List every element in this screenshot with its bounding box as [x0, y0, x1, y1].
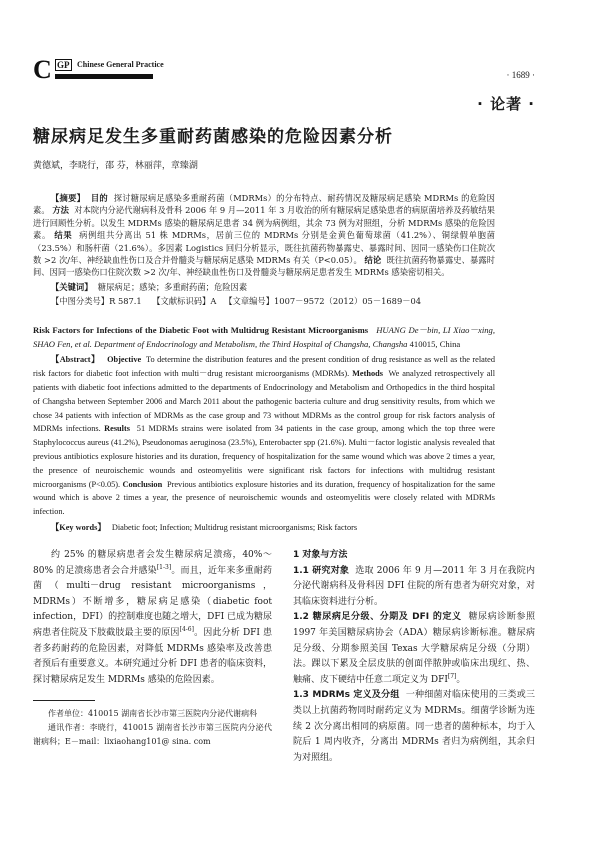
subsection-text: 糖尿病诊断参照 1997 年美国糖尿病协会（ADA）糖尿病诊断标准。糖尿病足分级、分期参照美国 Texas 大学糖尿病足分级（分期）法。踝以下累及全层皮肤的创面伴脓肿或临床出现红、热、触痛、皮下硬结中任意二项定义为 DFI: [293, 612, 535, 685]
article-title: 糖尿病足发生多重耐药菌感染的危险因素分析: [33, 127, 393, 147]
journal-logo: [33, 55, 164, 84]
conclusion-text: 既往抗菌药物暴露史、暴露时间、因同一感染伤口住院次数 >2 次/年、神经缺血性伤口及骨髓炎与糖尿病足患者发生 MDRMs 感染密切相关。: [33, 255, 495, 278]
keywords-label: 【关键词】: [51, 281, 93, 292]
en-methods-text: We analyzed retrospectively all patients with diabetic foot infections admitted to the departments of Endocrinology and Metabolism and Orthopedics in the third hospital of Changsha between September 2006 and March 2011 about the pathogenic bacteria culture and drug sensitivity results, from which we chose 34 patients with infection of MDRMs as the case group and 73 without MDRMs as the control group for risk factors analysis of MDRMs infections.: [33, 369, 496, 434]
en-results-label: Results: [104, 424, 130, 434]
section-heading: 1 对象与方法: [293, 550, 348, 560]
objective-text: 探讨糖尿病足感染多重耐药菌（MDRMs）的分布特点、耐药情况及糖尿病足感染 MDRMs 的危险因素。: [33, 193, 495, 216]
punctuation: 。: [456, 674, 466, 685]
english-title-block: [33, 324, 495, 352]
english-title: Risk Factors for Infections of the Diabetic Foot with Multidrug Resistant Microorganisms: [33, 324, 369, 335]
methods-label: 方法: [52, 205, 69, 216]
en-abstract-label: 【Abstract】: [51, 355, 100, 365]
en-keywords-label: 【Key words】: [51, 523, 106, 532]
english-authors: HUANG De－bin, LI Xiao－xing, SHAO Fen, et al. Department of Endocrinology and Metabolism, the Third Hospital of Changsha, Changsha: [33, 324, 495, 349]
corresponding-author: 通讯作者：李晓行，410015 湖南省长沙市第三医院内分泌代谢病科；E－mail：lixiaohang101@ sina. com: [33, 723, 272, 747]
authors: 黄德斌，李晓行，邵 芬，林丽萍，章臻湖: [33, 161, 198, 171]
intro-text-2: 。而且，近年来多重耐药菌（multi－drug resistant microorganisms，MDRMs）不断增多，糖尿病足感染（diabetic foot infection，DFI）的控制难度也随之增大，DFI 已成为糖尿病患者住院及下肢截肢最主要的原因: [33, 565, 272, 638]
page-number: · 1689 ·: [506, 70, 535, 80]
logo-letter: C: [33, 55, 52, 84]
en-objective-text: To determine the distribution features and the present condition of drug resistance as well as the related risk factors for diabetic foot infection with multi－drug resistant microorganisms (MDRMs).: [33, 355, 495, 379]
author-affiliation: 作者单位：410015 湖南省长沙市第三医院内分泌代谢病科: [48, 709, 258, 719]
introduction: [33, 548, 272, 688]
logo-gp: GP: [57, 60, 70, 70]
en-conclusion-text: Previous antibiotics explosure histories and its duration, frequency of hospitalization for the same wound which is above 2 times a year, the presence of neuroischemic wounds and osteomyelitis were closely related with MDRMs infection.: [33, 479, 495, 517]
subsection-text: 一种细菌对临床使用的三类或三类以上抗菌药物同时耐药定义为 MDRMs。细菌学诊断为连续 2 次分离出相同的病原菌。同一患者的菌种标本，均于入院后 1 周内收齐，分离出 MDRMs 者归为病例组，其余归为对照组。: [293, 690, 535, 763]
en-objective-label: Objective: [107, 355, 142, 365]
en-conclusion-label: Conclusion: [122, 479, 163, 489]
subsection-heading: 1.1 研究对象: [293, 565, 350, 576]
english-address: 410015, China: [409, 338, 461, 349]
english-keywords: [51, 521, 535, 534]
left-column: [33, 548, 272, 766]
classification-line: 【中图分类号】R 587.1 【文献标识码】A 【文章编号】1007－9572（2012）05－1689－04: [51, 295, 422, 306]
objective-label: 目的: [90, 193, 108, 203]
body-columns: [33, 548, 535, 766]
en-methods-label: Methods: [352, 369, 383, 379]
citation: [1-3]: [156, 563, 172, 571]
chinese-abstract: [33, 192, 495, 279]
citation: [7]: [447, 672, 457, 680]
results-label: 结果: [54, 230, 73, 241]
logo-bar: [55, 74, 153, 79]
subsection-heading: 1.3 MDRMs 定义及分组: [293, 690, 400, 701]
conclusion-label: 结论: [364, 255, 382, 266]
intro-text-1: 约 25% 的糖尿病患者会发生糖尿病足溃疡，40%～80% 的足溃疡患者会合并感染: [33, 550, 272, 576]
en-keywords-text: Diabetic foot; Infection; Multidrug resistant microorganisms; Risk factors: [111, 523, 358, 532]
methods-section: [293, 548, 535, 766]
footnotes: [33, 707, 272, 749]
methods-text: 对本院内分泌代谢病科及骨科 2006 年 9 月—2011 年 3 月收治的所有糖尿病足感染患者的病原菌培养及药敏结果进行回顾性分析。以发生 MDRMs 感染的糖尿病足患者 34 例为病例组，其余 73 例为对照组，分析 MDRMs 感染的危险因素。: [33, 205, 495, 241]
page-header: [33, 56, 535, 122]
english-abstract: [33, 353, 495, 519]
subsection-text: 选取 2006 年 9 月—2011 年 3 月在我院内分泌代谢病科及骨科因 DFI 住院的所有患者为研究对象，对其临床资料进行分析。: [293, 565, 535, 607]
keywords-text: 糖尿病足；感染；多重耐药菌；危险因素: [97, 281, 248, 292]
en-results-text: 51 MDRMs strains were isolated from 34 patients in the case group, among which the top three were Staphylococcus aureus (41.2%), Pseudonomas aeruginosa (23.5%), Enterobacter spp (21.6%). Multi－factor logistic analysis revealed that previous antibiotics explosure histories and its duration, frequency of hospitalization for the same wound which was above 2 times a year, the presence of neuroischemic wounds and osteomyelitis were significant risk factors for infections with multidrug resistant microorganisms (P<0.05).: [33, 424, 495, 489]
subsection-heading: 1.2 糖尿病足分级、分期及 DFI 的定义: [293, 612, 462, 623]
abstract-label: 【摘要】: [51, 193, 86, 203]
results-text: 病例组共分离出 51 株 MDRMs，居前三位的 MDRMs 分别是金黄色葡萄球菌（41.2%）、铜绿假单胞菌（23.5%）和肠杆菌（21.6%）。多因素 Logistics 回归分析显示，既往抗菌药物暴露史、暴露时间、因同一感染伤口住院次数 >2 次/年、神经缺血性伤口及合并骨髓炎与糖尿病足感染 MDRMs 有关（P<0.05）。: [33, 230, 495, 266]
journal-name: Chinese General Practice: [77, 60, 164, 69]
section-label: · 论著 ·: [477, 95, 535, 113]
keywords: [51, 281, 535, 294]
footnote-divider: [33, 700, 95, 701]
intro-text-3: 。因此分析 DFI 患者多药耐药的危险因素，对降低 MDRMs 感染率及改善患者预后有重要意义。本研究通过分析 DFI 患者的临床资料，探讨糖尿病足发生 MDRMs 感染的危险因素。: [33, 627, 272, 685]
citation: [4-6]: [179, 625, 194, 633]
